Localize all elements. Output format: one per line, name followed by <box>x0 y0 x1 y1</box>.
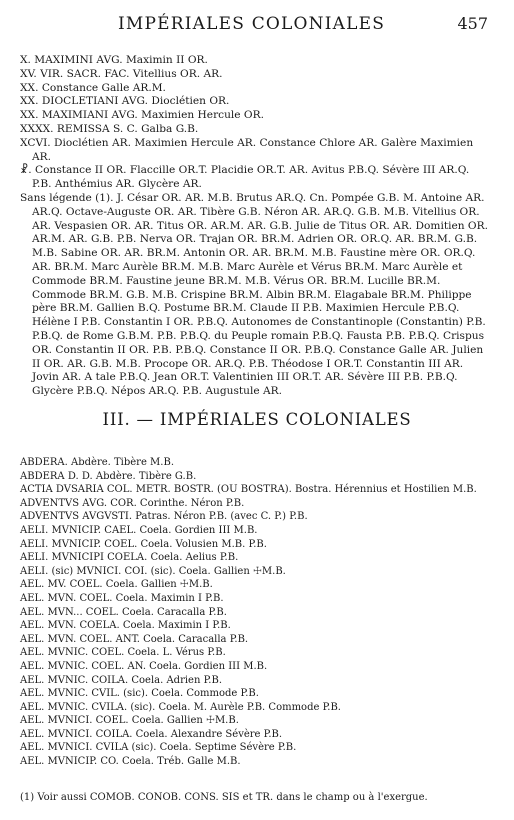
legend-entry: XCVI. Dioclétien AR. Maximien Hercule AR. Constance Chlore AR. Galère Maximien AR. <box>20 136 474 163</box>
list-item: AEL. MVNICI. COEL. Coela. Gallien ☩M.B. <box>20 715 239 727</box>
list-item: AEL. MVNICI. COILA. Coela. Alexandre Sévère P.B. <box>20 728 283 740</box>
list-item: AEL. MVNIC. COEL. AN. Coela. Gordien III M.B. <box>20 660 268 672</box>
running-header <box>0 14 514 38</box>
list-item: ABDERA. Abdère. Tibère M.B. <box>20 457 175 468</box>
list-item: AEL. MVNIC. CVILA. (sic). Coela. M. Aurèle P.B. Commode P.B. <box>20 701 341 713</box>
list-item: AELI. (sic) MVNICI. COI. (sic). Coela. Gallien ☩M.B. <box>20 565 286 577</box>
legend-entry: ☧. Constance II OR. Flaccille OR.T. Placidie OR.T. AR. Avitus P.B.Q. Sévère III AR.Q. P.B. Anthémius AR. Glycère AR. <box>20 164 470 191</box>
legend-entry: XX. DIOCLETIANI AVG. Dioclétien OR. <box>20 95 230 108</box>
legend-entry: XV. VIR. SACR. FAC. Vitellius OR. AR. <box>20 67 223 80</box>
page-title: IMPÉRIALES COLONIALES <box>118 14 386 34</box>
list-item: ACTIA DVSARIA COL. METR. BOSTR. (OU BOSTRA). Bostra. Hérennius et Hostilien M.B. <box>20 484 477 496</box>
list-item: ADVENTVS AVG. COR. Corinthe. Néron P.B. <box>20 497 245 509</box>
page-number: 457 <box>457 14 488 33</box>
legend-entry: XX. Constance Galle AR.M. <box>20 81 166 94</box>
list-item: AEL. MVN. COEL. ANT. Coela. Caracalla P.B. <box>20 633 249 645</box>
legend-entry: Sans légende (1). J. César OR. AR. M.B. Brutus AR.Q. Cn. Pompée G.B. M. Antoine AR. AR.Q. Octave-Auguste OR. AR. Tibère G.B. Néron AR. AR.Q. G.B. M.B. Vitellius OR. AR. Vespasien OR. AR. Titus OR. AR.M. AR. G.B. Julie de Titus OR. AR. Domitien OR. AR.M. AR. G.B. P.B. Nerva OR. Trajan OR. BR.M. Adrien OR. OR.Q. AR. BR.M. G.B. M.B. Sabine OR. AR. BR.M. Antonin OR. AR. BR.M. M.B. Faustine mère OR. OR.Q. AR. BR.M. Marc Aurèle BR.M. M.B. Marc Aurèle et Vérus BR.M. Marc Aurèle et Commode BR.M. Faustine jeune BR.M. M.B. Vérus OR. BR.M. Lucille BR.M. Commode BR.M. G.B. M.B. Crispine BR.M. Albin BR.M. Elagabale BR.M. Philippe père BR.M. Gallien B.Q. Postume BR.M. Claude II P.B. Maximien Hercule P.B.Q. Hélène I P.B. Constantin I OR. P.B.Q. Autonomes de Constantinople (Constantin) P.B. P.B.Q. de Rome G.B.M. P.B. P.B.Q. du Peuple romain P.B.Q. Fausta P.B. P.B.Q. Crispus OR. Constantin II OR. P.B. P.B.Q. Constance II OR. P.B.Q. Constance Galle AR. Julien II OR. AR. G.B. M.B. Procope OR. AR.Q. P.B. Théodose I OR.T. Constantin III AR. Jovin AR. A tale P.B.Q. Jean OR.T. Valentinien III OR.T. AR. Sévère III P.B. P.B.Q. Glycère P.B.Q. Népos AR.Q. P.B. Augustule AR. <box>20 191 488 398</box>
list-item: AEL. MVN. COEL. Coela. Maximin I P.B. <box>20 592 224 604</box>
legend-entry: XX. MAXIMIANI AVG. Maximien Hercule OR. <box>20 109 264 122</box>
list-item: AELI. MVNICIP. CAEL. Coela. Gordien III M.B. <box>20 524 258 536</box>
legend-entries <box>20 54 488 399</box>
list-item: AEL. MVNIC. CVIL. (sic). Coela. Commode P.B. <box>20 688 259 700</box>
colonial-list <box>20 456 488 769</box>
legend-entry: XXXX. REMISSA S. C. Galba G.B. <box>20 122 199 135</box>
list-item: ABDERA D. D. Abdère. Tibère G.B. <box>20 470 197 482</box>
legend-entry: X. MAXIMINI AVG. Maximin II OR. <box>20 54 208 66</box>
list-item: AEL. MVNIC. COILA. Coela. Adrien P.B. <box>20 674 223 686</box>
list-item: ADVENTVS AVGVSTI. Patras. Néron P.B. (avec C. P.) P.B. <box>20 511 308 523</box>
list-item: AEL. MVN. COELA. Coela. Maximin I P.B. <box>20 620 231 632</box>
list-item: AEL. MV. COEL. Coela. Gallien ☩M.B. <box>20 579 213 591</box>
list-item: AEL. MVNICI. CVILA (sic). Coela. Septime Sévère P.B. <box>20 742 297 754</box>
list-item: AELI. MVNICIP. COEL. Coela. Volusien M.B. P.B. <box>20 538 267 550</box>
list-item: AEL. MVNICIP. CO. Coela. Tréb. Galle M.B. <box>20 756 241 768</box>
list-item: AELI. MVNICIPI COELA. Coela. Aelius P.B. <box>20 552 239 564</box>
list-item: AEL. MVNIC. COEL. Coela. L. Vérus P.B. <box>20 647 226 659</box>
section-heading: III. — IMPÉRIALES COLONIALES <box>102 410 412 429</box>
list-item: AEL. MVN... COEL. Coela. Caracalla P.B. <box>20 606 227 618</box>
footnote: (1) Voir aussi COMOB. CONOB. CONS. SIS et TR. dans le champ ou à l'exergue. <box>20 792 428 803</box>
